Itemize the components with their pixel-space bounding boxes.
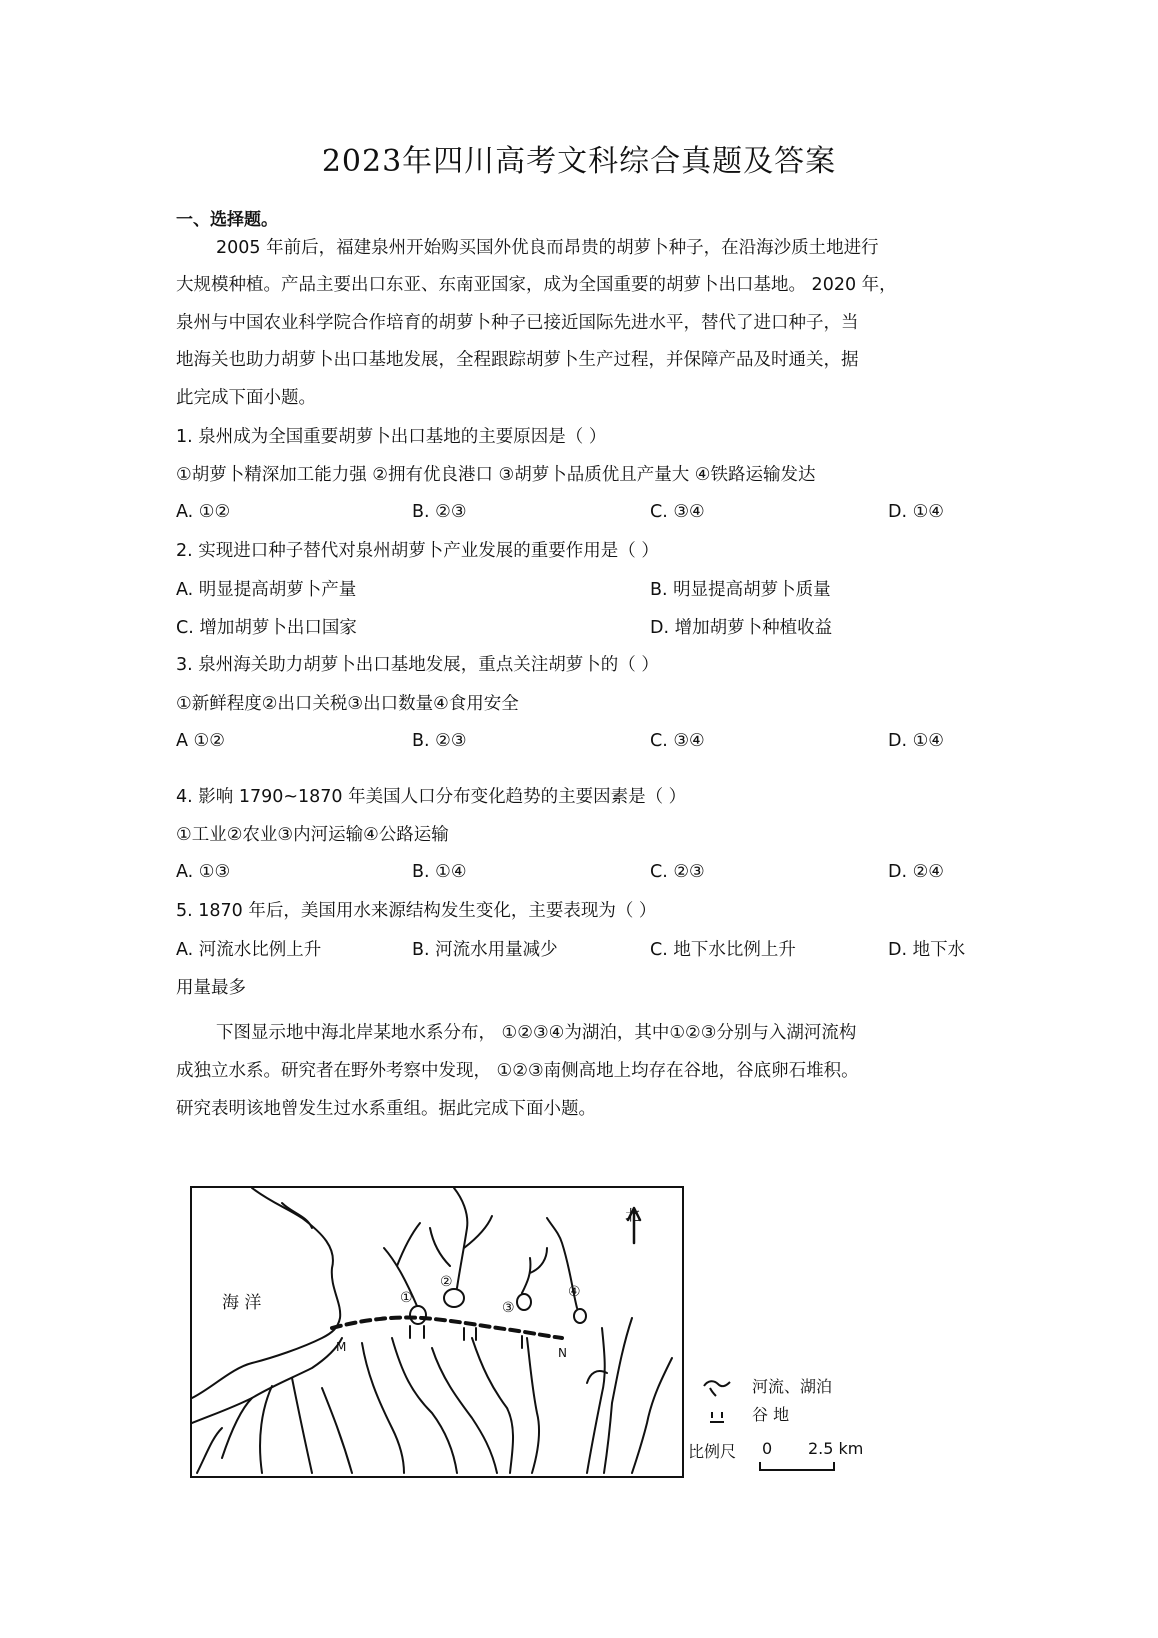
lake-label-2: ②	[440, 1274, 453, 1290]
page-title: 2023年四川高考文科综合真题及答案	[321, 144, 837, 179]
q2-option-c: C. 增加胡萝卜出口国家	[176, 618, 357, 638]
river-east-2	[604, 1318, 632, 1473]
river-west-branch-3	[260, 1386, 272, 1473]
passage1-line-2: 大规模种植。产品主要出口东亚、东南亚国家，成为全国重要的胡萝卜出口基地。 2020 年，	[176, 275, 897, 295]
q1-option-c: C. ③④	[650, 502, 705, 522]
lake-2	[444, 1289, 464, 1307]
river-west-branch-5	[322, 1388, 352, 1473]
lake-3	[517, 1294, 531, 1310]
passage1-line-4: 地海关也助力胡萝卜出口基地发展，全程跟踪胡萝卜生产过程，并保障产品及时通关，据	[176, 350, 859, 370]
scale-value: 2.5 km	[808, 1439, 864, 1458]
valley-marker-1	[410, 1326, 424, 1338]
q3-items: ①新鲜程度②出口关税③出口数量④食用安全	[176, 694, 519, 714]
q5-option-d-continued: 用量最多	[176, 978, 246, 998]
q3-option-b: B. ②③	[412, 731, 467, 751]
river-east-1	[587, 1328, 605, 1473]
ocean-label: 海 洋	[222, 1293, 262, 1313]
map-drawing	[192, 1188, 682, 1476]
river-south-3	[527, 1338, 539, 1473]
q4-option-c: C. ②③	[650, 862, 705, 882]
scale-bar	[758, 1460, 838, 1474]
river-south-2	[472, 1338, 513, 1473]
q1-option-b: B. ②③	[412, 502, 467, 522]
q4-option-b: B. ①④	[412, 862, 467, 882]
legend-symbols	[700, 1374, 740, 1429]
q4-items: ①工业②农业③内河运输④公路运输	[176, 825, 449, 845]
scale-label: 比例尺	[688, 1442, 737, 1461]
passage2-line-2: 成独立水系。研究者在野外考察中发现， ①②③南侧高地上均存在谷地，谷底卵石堆积。	[176, 1061, 859, 1081]
q5-option-b: B. 河流水用量减少	[412, 940, 558, 960]
lake-4	[574, 1309, 586, 1323]
q5-option-a: A. 河流水比例上升	[176, 940, 322, 960]
q3-stem: 3. 泉州海关助力胡萝卜出口基地发展，重点关注胡萝卜的（ ）	[176, 655, 659, 675]
q4-option-a: A. ①③	[176, 862, 231, 882]
north-label: 北	[625, 1206, 641, 1224]
river-west-branch-4	[197, 1428, 222, 1473]
q2-option-d: D. 增加胡萝卜种植收益	[650, 618, 833, 638]
passage1-line-5: 此完成下面小题。	[176, 388, 316, 408]
valley-marker-2	[464, 1328, 476, 1340]
coastline	[192, 1188, 340, 1398]
q3-option-d: D. ①④	[888, 731, 944, 751]
q1-option-a: A. ①②	[176, 502, 231, 522]
q2-option-b: B. 明显提高胡萝卜质量	[650, 580, 831, 600]
q5-option-d: D. 地下水	[888, 940, 966, 960]
q1-option-d: D. ①④	[888, 502, 944, 522]
q5-option-c: C. 地下水比例上升	[650, 940, 796, 960]
passage1-line-1: 2005 年前后，福建泉州开始购买国外优良而昂贵的胡萝卜种子，在沿海沙质土地进行	[216, 238, 879, 258]
river-west	[192, 1338, 342, 1423]
lake-1	[410, 1306, 426, 1324]
point-n-label: N	[558, 1346, 567, 1360]
point-m-label: M	[336, 1340, 347, 1354]
q4-stem: 4. 影响 1790~1870 年美国人口分布变化趋势的主要因素是（ ）	[176, 787, 687, 807]
river-west-branch-1	[222, 1398, 252, 1458]
legend-river-lake: 河流、湖泊	[752, 1377, 833, 1396]
section-heading: 一、选择题。	[176, 210, 278, 230]
q2-stem: 2. 实现进口种子替代对泉州胡萝卜产业发展的重要作用是（ ）	[176, 541, 659, 561]
valley-legend-icon	[710, 1412, 724, 1422]
river-system-map	[190, 1186, 684, 1478]
river-east-3	[632, 1358, 672, 1473]
lake-label-1: ①	[400, 1290, 413, 1306]
river-west-branch-2	[292, 1378, 312, 1473]
q1-items: ①胡萝卜精深加工能力强 ②拥有优良港口 ③胡萝卜品质优且产量大 ④铁路运输发达	[176, 465, 816, 485]
valley-line	[332, 1317, 562, 1338]
q2-option-a: A. 明显提高胡萝卜产量	[176, 580, 357, 600]
lake-label-4: ④	[568, 1284, 581, 1300]
river-south-1	[432, 1348, 497, 1473]
lake-label-3: ③	[502, 1300, 515, 1316]
q3-option-c: C. ③④	[650, 731, 705, 751]
q5-stem: 5. 1870 年后，美国用水来源结构发生变化，主要表现为（ ）	[176, 901, 657, 921]
q3-option-a: A ①②	[176, 731, 225, 751]
legend-valley: 谷 地	[752, 1405, 790, 1424]
scale-zero: 0	[762, 1439, 773, 1458]
river-lake-2	[430, 1188, 492, 1288]
q4-option-d: D. ②④	[888, 862, 944, 882]
passage2-line-1: 下图显示地中海北岸某地水系分布， ①②③④为湖泊，其中①②③分别与入湖河流构	[216, 1023, 857, 1043]
river-lake-3	[522, 1248, 547, 1293]
passage1-line-3: 泉州与中国农业科学院合作培育的胡萝卜种子已接近国际先进水平，替代了进口种子，当	[176, 313, 859, 333]
q1-stem: 1. 泉州成为全国重要胡萝卜出口基地的主要原因是（ ）	[176, 427, 607, 447]
river-south-5	[362, 1343, 404, 1473]
river-lake-legend-icon	[704, 1381, 730, 1396]
passage2-line-3: 研究表明该地曾发生过水系重组。据此完成下面小题。	[176, 1099, 596, 1119]
